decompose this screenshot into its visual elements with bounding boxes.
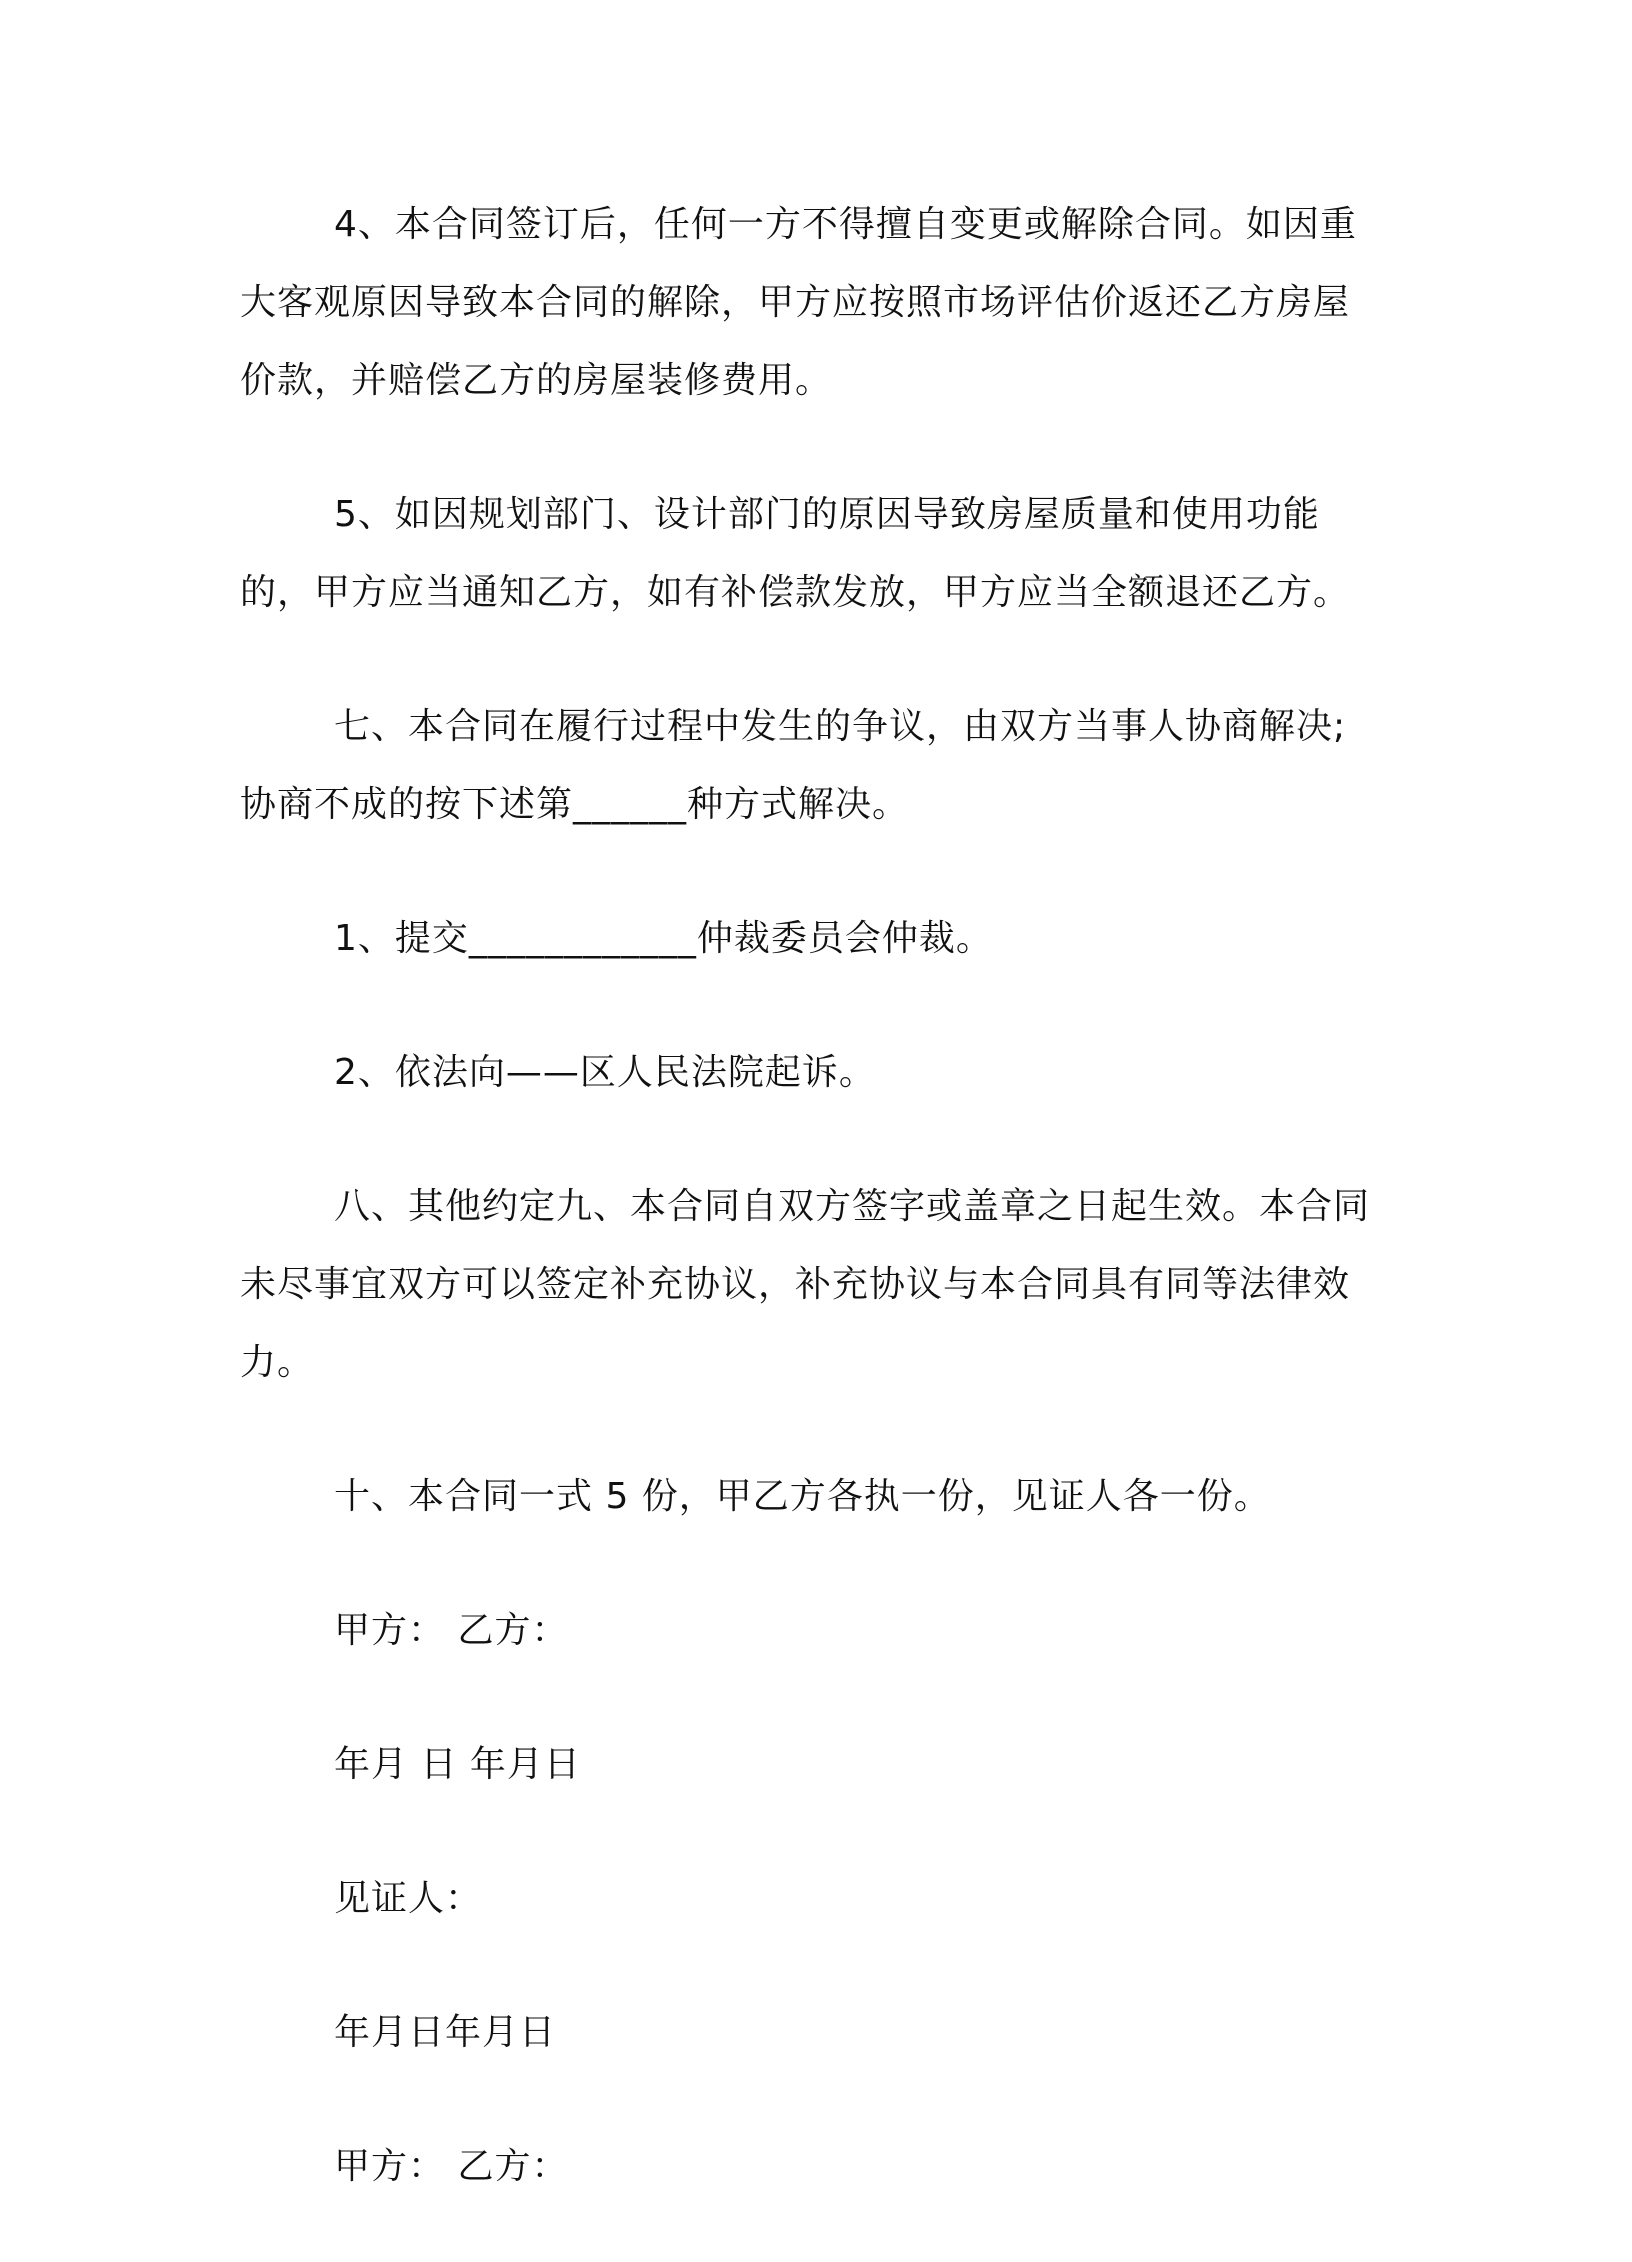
signature-parties-1: 甲方： 乙方： — [334, 1610, 569, 1651]
paragraph-dispute: 七、本合同在履行过程中发生的争议，由双方当事人协商解决;协商不成的按下述第______种方式解决。 — [240, 706, 1347, 825]
paragraph-other-agreements: 八、其他约定九、本合同自双方签字或盖章之日起生效。本合同未尽事宜双方可以签定补充协议，补充协议与本合同具有同等法律效力。 — [240, 1186, 1371, 1383]
signature-parties-2: 甲方： 乙方： — [334, 2146, 569, 2187]
paragraph-clause-5: 5、如因规划部门、设计部门的原因导致房屋质量和使用功能的，甲方应当通知乙方，如有补偿款发放，甲方应当全额退还乙方。 — [240, 494, 1351, 613]
signature-dates-1: 年月 日 年月日 — [334, 1744, 581, 1785]
paragraph-copies: 十、本合同一式 5 份，甲乙方各执一份，见证人各一份。 — [334, 1476, 1271, 1517]
paragraph-arbitration: 1、提交____________仲裁委员会仲裁。 — [334, 918, 993, 959]
document-content — [240, 186, 1378, 2262]
signature-witness: 见证人： — [334, 1878, 483, 1919]
signature-dates-2: 年月日年月日 — [334, 2012, 557, 2053]
paragraph-clause-4: 4、本合同签订后，任何一方不得擅自变更或解除合同。如因重大客观原因导致本合同的解除，甲方应按照市场评估价返还乙方房屋价款，并赔偿乙方的房屋装修费用。 — [240, 204, 1357, 401]
paragraph-court: 2、依法向——区人民法院起诉。 — [334, 1052, 876, 1093]
